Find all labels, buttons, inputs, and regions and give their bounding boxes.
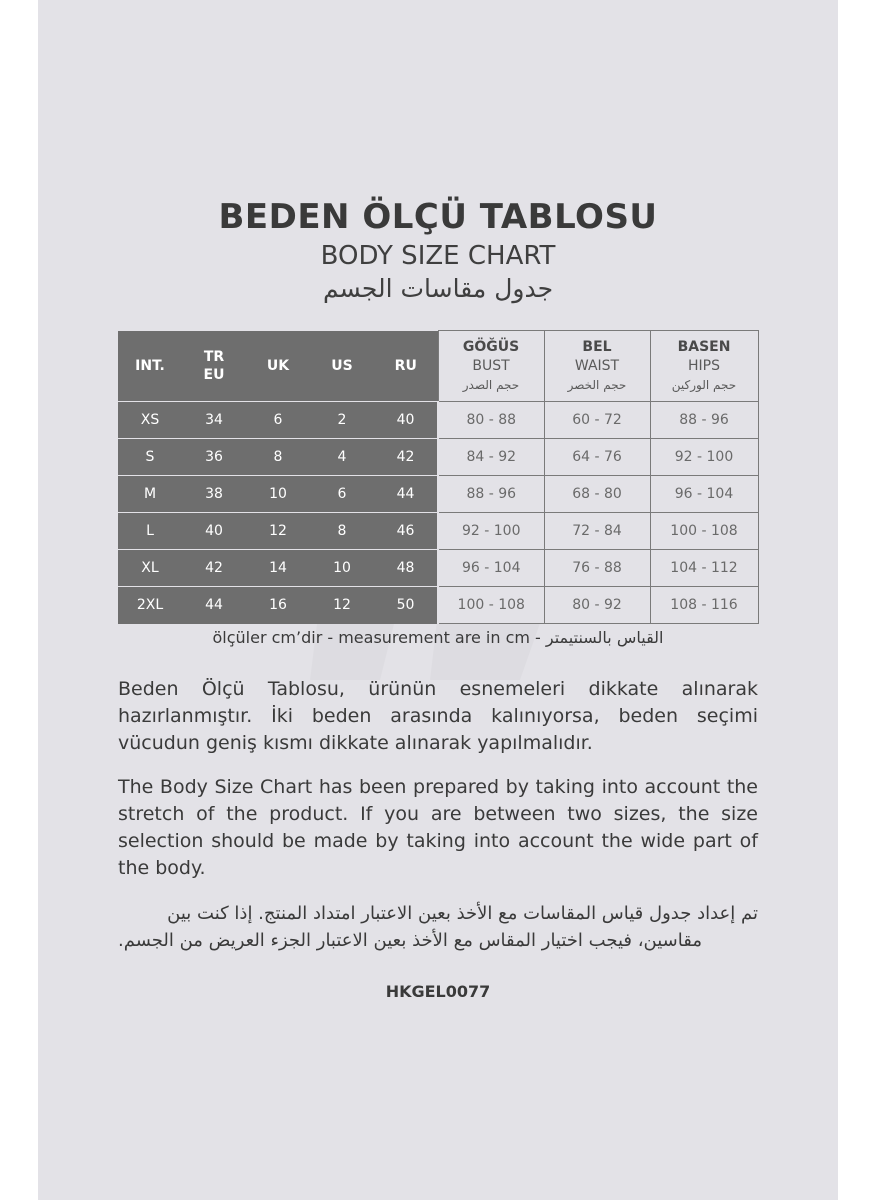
cell-bust: 84 - 92 (438, 439, 544, 476)
header-waist-en: WAIST (574, 357, 620, 374)
paragraph-turkish: Beden Ölçü Tablosu, ürünün esnemeleri dikkate alınarak hazırlanmıştır. İki beden arasında kalınıyorsa, beden seçimi vücudun geniş kısmı dikkate alınarak yapılmalıdır. (118, 678, 758, 754)
table-row (118, 402, 758, 439)
cell-uk: 8 (246, 439, 310, 476)
cell-us: 2 (310, 402, 374, 439)
header-bust (438, 331, 544, 402)
cell-us: 10 (310, 550, 374, 587)
cell-bust: 100 - 108 (438, 587, 544, 624)
cell-tr-eu: 34 (182, 402, 246, 439)
page-title: BEDEN ÖLÇÜ TABLOSU (218, 197, 658, 237)
cell-tr-eu: 36 (182, 439, 246, 476)
page-title-arabic: جدول مقاسات الجسم (322, 274, 554, 303)
cell-uk: 12 (246, 513, 310, 550)
cell-us: 12 (310, 587, 374, 624)
cell-hips: 88 - 96 (650, 402, 758, 439)
table-row (118, 439, 758, 476)
cell-waist: 64 - 76 (544, 439, 650, 476)
table-row (118, 550, 758, 587)
table-row (118, 476, 758, 513)
cell-int: XL (118, 550, 182, 587)
cell-waist: 68 - 80 (544, 476, 650, 513)
header-hips-tr: BASEN (677, 338, 731, 355)
header-int: INT. (118, 331, 182, 402)
cell-int: S (118, 439, 182, 476)
paragraph-arabic: تم إعداد جدول قياس المقاسات مع الأخذ بعين الاعتبار امتداد المنتج. إذا كنت بين مقاسين، فيجب اختيار المقاس مع الأخذ بعين الاعتبار الجزء العريض من الجسم. (118, 903, 758, 951)
cell-bust: 80 - 88 (438, 402, 544, 439)
cell-ru: 50 (374, 587, 438, 624)
page-subtitle: BODY SIZE CHART (320, 241, 556, 271)
cell-uk: 16 (246, 587, 310, 624)
header-ru: RU (374, 331, 438, 402)
header-bust-en: BUST (472, 357, 510, 374)
cell-uk: 14 (246, 550, 310, 587)
measurement-note: ölçüler cm’dir - measurement are in cm - القياس بالسنتيمتر (212, 628, 664, 647)
cell-us: 8 (310, 513, 374, 550)
cell-ru: 40 (374, 402, 438, 439)
cell-int: M (118, 476, 182, 513)
cell-ru: 42 (374, 439, 438, 476)
header-bust-ar: حجم الصدر (462, 377, 520, 392)
cell-waist: 76 - 88 (544, 550, 650, 587)
cell-hips: 100 - 108 (650, 513, 758, 550)
cell-ru: 46 (374, 513, 438, 550)
header-hips-ar: حجم الوركين (671, 377, 737, 392)
header-uk: UK (246, 331, 310, 402)
cell-int: XS (118, 402, 182, 439)
cell-tr-eu: 42 (182, 550, 246, 587)
cell-uk: 10 (246, 476, 310, 513)
cell-ru: 44 (374, 476, 438, 513)
header-eu: EU (203, 366, 225, 383)
header-hips-en: HIPS (688, 357, 720, 374)
cell-hips: 96 - 104 (650, 476, 758, 513)
cell-int: 2XL (118, 587, 182, 624)
paragraph-english: The Body Size Chart has been prepared by taking into account the stretch of the product. If you are between two sizes, the size selection should be made by taking into account the wide part of the body. (118, 776, 758, 879)
cell-hips: 108 - 116 (650, 587, 758, 624)
cell-waist: 72 - 84 (544, 513, 650, 550)
table-row (118, 587, 758, 624)
header-tr: TR (203, 348, 225, 365)
cell-waist: 80 - 92 (544, 587, 650, 624)
header-tr-eu (182, 331, 246, 402)
header-bust-tr: GÖĞÜS (462, 338, 520, 355)
header-waist (544, 331, 650, 402)
cell-bust: 92 - 100 (438, 513, 544, 550)
cell-ru: 48 (374, 550, 438, 587)
cell-us: 6 (310, 476, 374, 513)
header-hips (650, 331, 758, 402)
cell-tr-eu: 38 (182, 476, 246, 513)
cell-tr-eu: 44 (182, 587, 246, 624)
cell-bust: 96 - 104 (438, 550, 544, 587)
cell-tr-eu: 40 (182, 513, 246, 550)
cell-hips: 104 - 112 (650, 550, 758, 587)
cell-bust: 88 - 96 (438, 476, 544, 513)
table-row (118, 513, 758, 550)
header-waist-ar: حجم الخصر (567, 377, 627, 392)
cell-uk: 6 (246, 402, 310, 439)
cell-int: L (118, 513, 182, 550)
size-chart-table (118, 330, 759, 624)
product-code: HKGEL0077 (385, 982, 491, 1001)
cell-hips: 92 - 100 (650, 439, 758, 476)
table-header-row (118, 331, 758, 402)
header-us: US (310, 331, 374, 402)
cell-us: 4 (310, 439, 374, 476)
cell-waist: 60 - 72 (544, 402, 650, 439)
header-waist-tr: BEL (582, 338, 612, 355)
